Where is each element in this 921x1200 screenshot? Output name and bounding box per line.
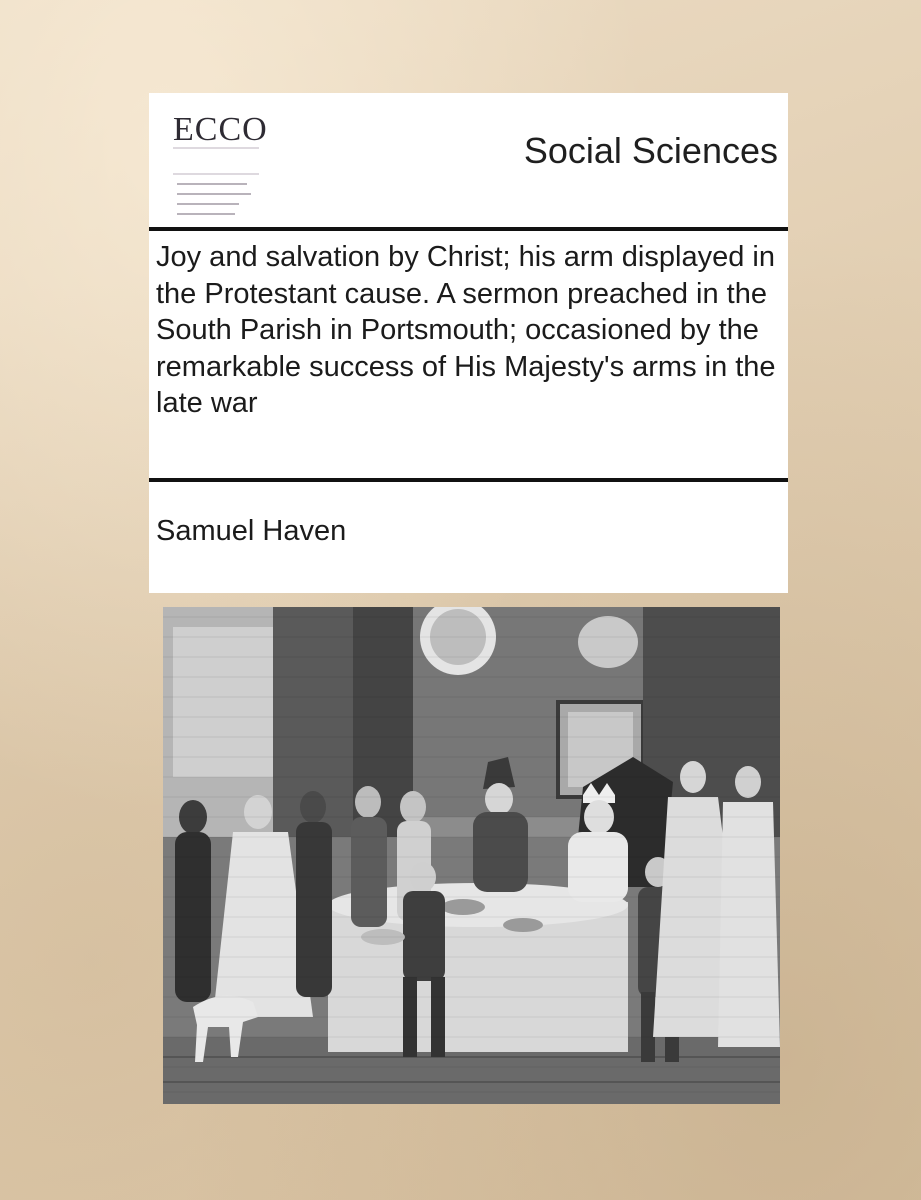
book-title: Joy and salvation by Christ; his arm displayed in the Protestant cause. A sermon preached in the South Parish in Portsmouth; occasioned by the remarkable success of His Majesty's arms in the late war bbox=[156, 241, 776, 419]
title-panel bbox=[149, 93, 788, 593]
cover-engraving bbox=[163, 607, 780, 1104]
bottom-divider bbox=[149, 478, 788, 482]
book-author: Samuel Haven bbox=[156, 515, 347, 547]
top-divider bbox=[149, 227, 788, 231]
ecco-logo-wordmark: ECCO bbox=[173, 111, 268, 148]
series-label: Social Sciences bbox=[523, 130, 778, 171]
ecco-logo bbox=[169, 107, 268, 217]
